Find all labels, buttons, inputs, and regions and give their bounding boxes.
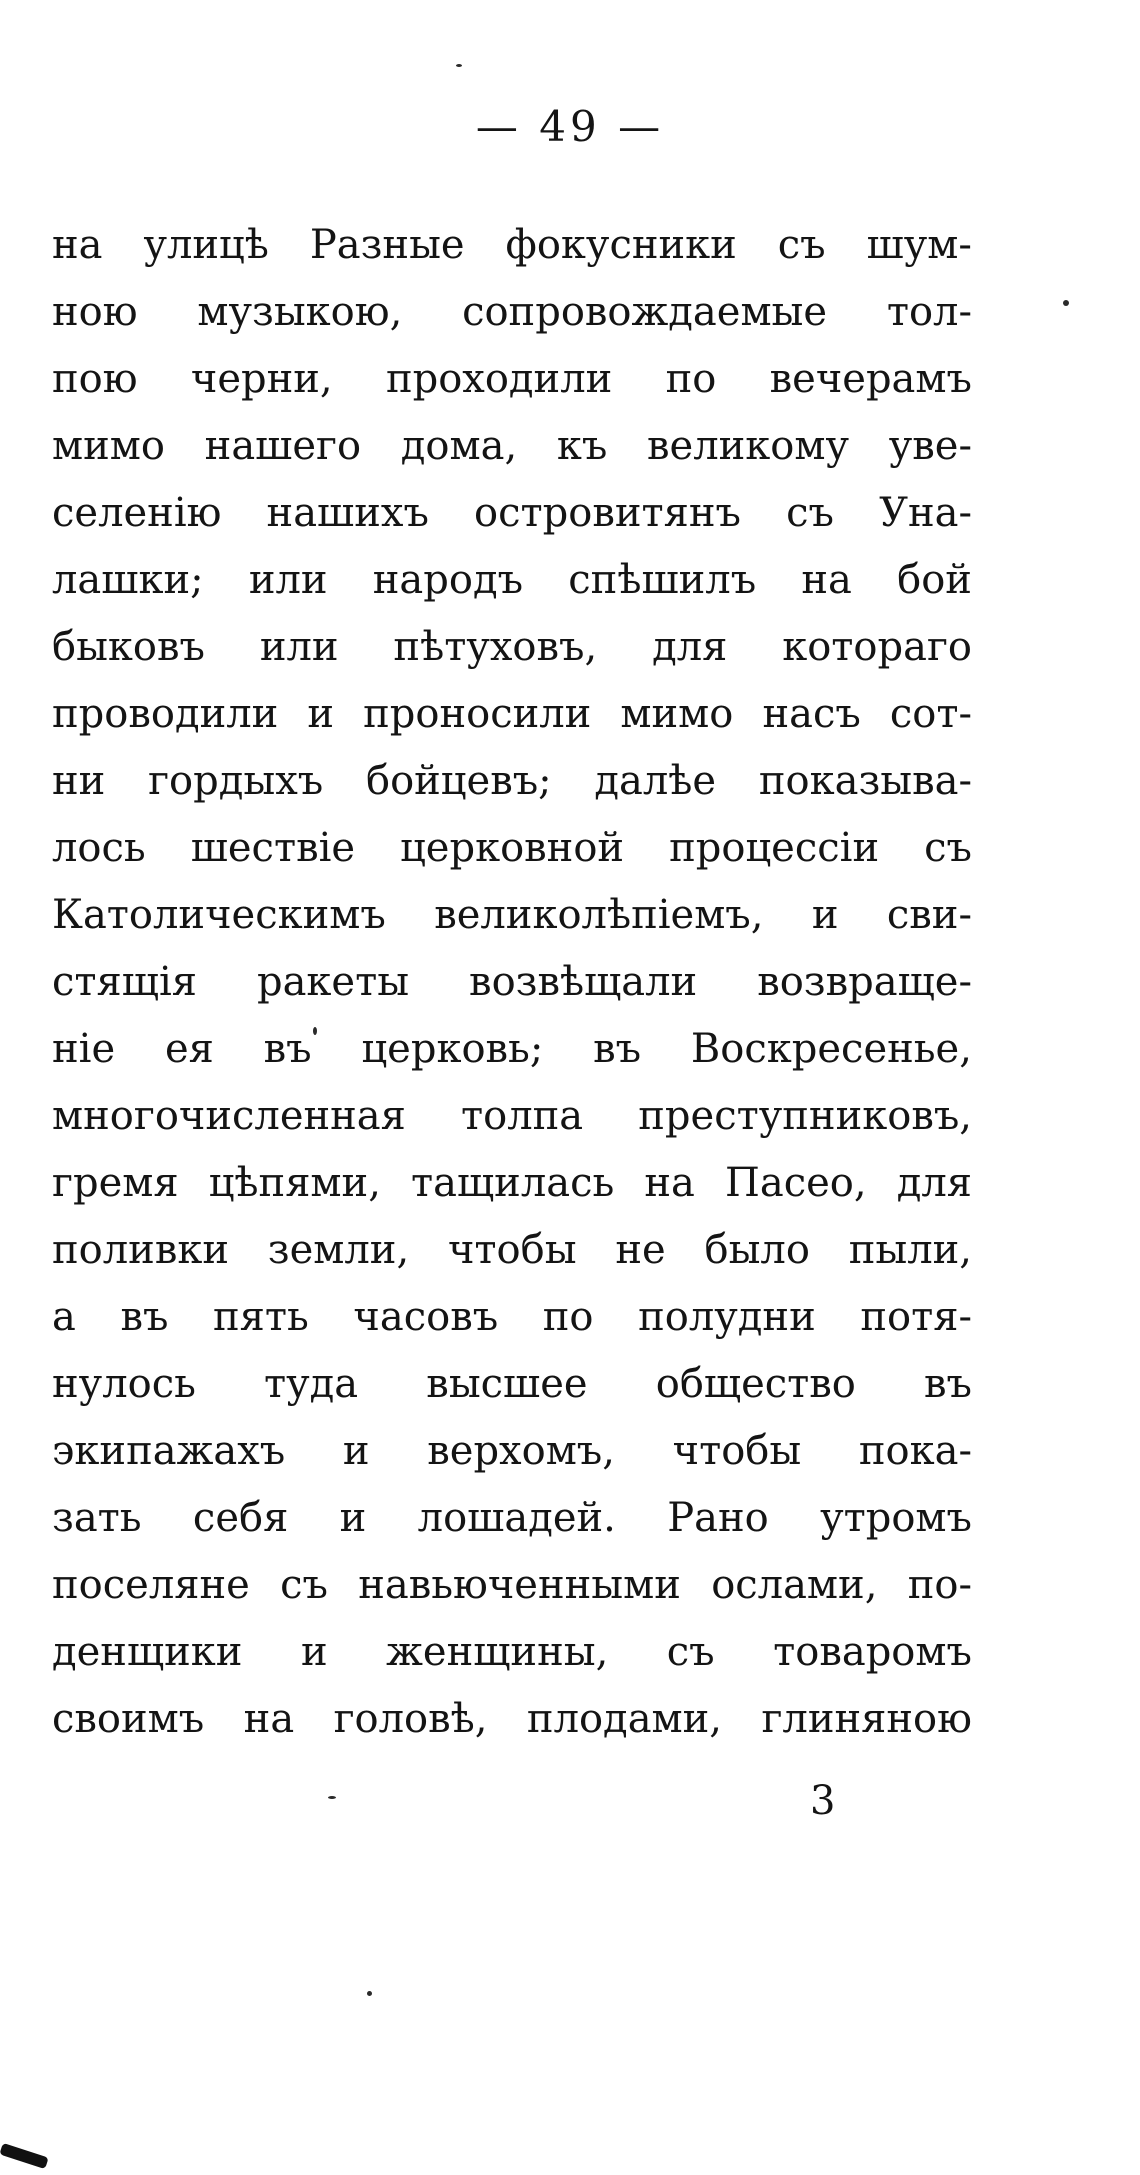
text-word: по bbox=[665, 356, 717, 402]
text-word: толпа bbox=[461, 1093, 584, 1139]
text-line bbox=[52, 1284, 972, 1351]
text-word: женщины, bbox=[386, 1629, 609, 1675]
text-word: въ bbox=[120, 1294, 169, 1340]
text-word: дома, bbox=[400, 423, 518, 469]
text-word: пыли, bbox=[848, 1227, 972, 1273]
text-word: лашки; bbox=[52, 557, 204, 603]
text-word: проходили bbox=[385, 356, 613, 402]
text-word: островитянъ bbox=[474, 490, 741, 536]
text-word: ослами, bbox=[711, 1562, 878, 1608]
text-word: въ bbox=[593, 1026, 642, 1072]
text-word: сот- bbox=[889, 691, 972, 737]
text-word: вечерамъ bbox=[769, 356, 972, 402]
print-speck bbox=[313, 1027, 317, 1035]
text-word: туда bbox=[264, 1361, 359, 1407]
text-word: церковь; bbox=[361, 1026, 544, 1072]
text-word: стящія bbox=[52, 959, 197, 1005]
text-word: бойцевъ; bbox=[365, 758, 552, 804]
text-word: тол- bbox=[886, 289, 972, 335]
text-word: Разные bbox=[309, 222, 465, 268]
text-line bbox=[52, 480, 972, 547]
text-word: съ bbox=[280, 1562, 328, 1608]
text-word: бой bbox=[897, 557, 972, 603]
text-word: или bbox=[248, 557, 328, 603]
text-word: сви- bbox=[886, 892, 972, 938]
text-word: ея bbox=[164, 1026, 214, 1072]
text-word: преступниковъ, bbox=[638, 1093, 972, 1139]
text-word: ніе bbox=[52, 1026, 116, 1072]
text-word: шум- bbox=[866, 222, 972, 268]
text-line bbox=[52, 346, 972, 413]
text-word: по bbox=[542, 1294, 594, 1340]
text-word: было bbox=[704, 1227, 810, 1273]
text-word: пока- bbox=[858, 1428, 972, 1474]
text-word: процессіи bbox=[669, 825, 880, 871]
text-word: ною bbox=[52, 289, 138, 335]
text-word: нашего bbox=[204, 423, 362, 469]
text-word: къ bbox=[556, 423, 608, 469]
text-line bbox=[52, 815, 972, 882]
text-word: музыкою, bbox=[197, 289, 403, 335]
text-word: для bbox=[896, 1160, 972, 1206]
text-word: селенію bbox=[52, 490, 222, 536]
text-word: гремя bbox=[52, 1160, 179, 1206]
text-line bbox=[52, 1418, 972, 1485]
text-word: лошадей. bbox=[417, 1495, 616, 1541]
text-word: на bbox=[243, 1696, 295, 1742]
text-word: проводили bbox=[52, 691, 279, 737]
text-line bbox=[52, 212, 972, 279]
text-line bbox=[52, 1686, 972, 1753]
text-word: многочисленная bbox=[52, 1093, 406, 1139]
text-line bbox=[52, 1083, 972, 1150]
text-word: сопровождаемые bbox=[462, 289, 828, 335]
text-line bbox=[52, 748, 972, 815]
text-word: быковъ bbox=[52, 624, 205, 670]
text-word: высшее bbox=[426, 1361, 588, 1407]
text-word: поселяне bbox=[52, 1562, 250, 1608]
text-word: насъ bbox=[762, 691, 861, 737]
text-word: ни bbox=[52, 758, 106, 804]
text-line bbox=[52, 1150, 972, 1217]
text-word: далѣе bbox=[594, 758, 717, 804]
text-word: народъ bbox=[372, 557, 524, 603]
text-word: черни, bbox=[190, 356, 333, 402]
page-number: — 49 — bbox=[475, 102, 665, 151]
text-word: ракеты bbox=[256, 959, 410, 1005]
text-line bbox=[52, 1552, 972, 1619]
print-speck bbox=[456, 64, 462, 67]
text-word: улицѣ bbox=[143, 222, 269, 268]
text-word: пять bbox=[213, 1294, 309, 1340]
text-word: на bbox=[801, 557, 852, 603]
text-word: съ bbox=[666, 1629, 715, 1675]
text-word: нулось bbox=[52, 1361, 196, 1407]
text-word: и bbox=[307, 691, 335, 737]
text-word: своимъ bbox=[52, 1696, 205, 1742]
text-line bbox=[52, 1217, 972, 1284]
text-word: не bbox=[615, 1227, 666, 1273]
text-word: тащилась bbox=[411, 1160, 615, 1206]
text-line bbox=[52, 614, 972, 681]
text-word: чтобы bbox=[447, 1227, 577, 1273]
text-line bbox=[52, 413, 972, 480]
text-word: гордыхъ bbox=[148, 758, 324, 804]
text-word: или bbox=[259, 624, 339, 670]
text-line bbox=[52, 882, 972, 949]
text-line bbox=[52, 949, 972, 1016]
text-word: фокусники bbox=[505, 222, 737, 268]
text-word: головѣ, bbox=[333, 1696, 488, 1742]
text-word: пѣтуховъ, bbox=[393, 624, 598, 670]
text-word: глиняною bbox=[761, 1696, 972, 1742]
text-line bbox=[52, 1016, 972, 1083]
text-line bbox=[52, 279, 972, 346]
text-word: поливки bbox=[52, 1227, 229, 1273]
text-word: и bbox=[811, 892, 839, 938]
text-word: денщики bbox=[52, 1629, 243, 1675]
text-word: на bbox=[644, 1160, 695, 1206]
print-speck bbox=[328, 1796, 336, 1799]
text-word: котораго bbox=[782, 624, 972, 670]
text-line bbox=[52, 681, 972, 748]
print-speck bbox=[367, 1991, 372, 1996]
text-word: и bbox=[300, 1629, 328, 1675]
text-word: лось bbox=[52, 825, 146, 871]
text-word: Католическимъ bbox=[52, 892, 386, 938]
text-word: товаромъ bbox=[773, 1629, 972, 1675]
text-word: въ bbox=[924, 1361, 972, 1407]
edge-smudge bbox=[0, 2143, 49, 2169]
text-word: Рано bbox=[667, 1495, 769, 1541]
text-word: земли, bbox=[267, 1227, 410, 1273]
text-word: возвѣщали bbox=[469, 959, 698, 1005]
text-word: съ bbox=[777, 222, 826, 268]
text-word: и bbox=[339, 1495, 367, 1541]
text-word: полудни bbox=[638, 1294, 816, 1340]
signature-mark: 3 bbox=[810, 1778, 836, 1824]
text-word: для bbox=[652, 624, 728, 670]
text-word: на bbox=[52, 222, 103, 268]
text-word: пою bbox=[52, 356, 138, 402]
text-word: возвраще- bbox=[757, 959, 972, 1005]
text-word: зать bbox=[52, 1495, 142, 1541]
text-line bbox=[52, 547, 972, 614]
text-word: по- bbox=[907, 1562, 972, 1608]
text-word: съ bbox=[924, 825, 972, 871]
print-speck bbox=[1063, 300, 1069, 306]
text-word: плодами, bbox=[526, 1696, 723, 1742]
text-word: нашихъ bbox=[266, 490, 429, 536]
text-line bbox=[52, 1351, 972, 1418]
text-word: Уна- bbox=[879, 490, 972, 536]
text-word: чтобы bbox=[672, 1428, 802, 1474]
text-word: съ bbox=[786, 490, 834, 536]
text-word: Пасео, bbox=[724, 1160, 867, 1206]
text-word: мимо bbox=[620, 691, 734, 737]
text-word: общество bbox=[655, 1361, 856, 1407]
text-word: проносили bbox=[363, 691, 592, 737]
text-word: Воскресенье, bbox=[690, 1026, 972, 1072]
text-word: мимо bbox=[52, 423, 165, 469]
text-word: цѣпями, bbox=[208, 1160, 381, 1206]
text-line bbox=[52, 1619, 972, 1686]
body-text bbox=[52, 212, 972, 1753]
text-word: уве- bbox=[888, 423, 972, 469]
text-word: часовъ bbox=[353, 1294, 499, 1340]
text-word: экипажахъ bbox=[52, 1428, 286, 1474]
text-line bbox=[52, 1485, 972, 1552]
text-word: а bbox=[52, 1294, 76, 1340]
text-word: церковной bbox=[400, 825, 625, 871]
text-word: навьюченными bbox=[358, 1562, 681, 1608]
text-word: великолѣпіемъ, bbox=[434, 892, 764, 938]
text-word: утромъ bbox=[820, 1495, 972, 1541]
text-word: верхомъ, bbox=[427, 1428, 615, 1474]
text-word: показыва- bbox=[758, 758, 972, 804]
text-word: въ bbox=[263, 1026, 312, 1072]
text-word: шествіе bbox=[190, 825, 356, 871]
text-word: великому bbox=[647, 423, 850, 469]
text-word: спѣшилъ bbox=[568, 557, 757, 603]
text-word: себя bbox=[192, 1495, 289, 1541]
text-word: потя- bbox=[860, 1294, 972, 1340]
text-word: и bbox=[342, 1428, 370, 1474]
